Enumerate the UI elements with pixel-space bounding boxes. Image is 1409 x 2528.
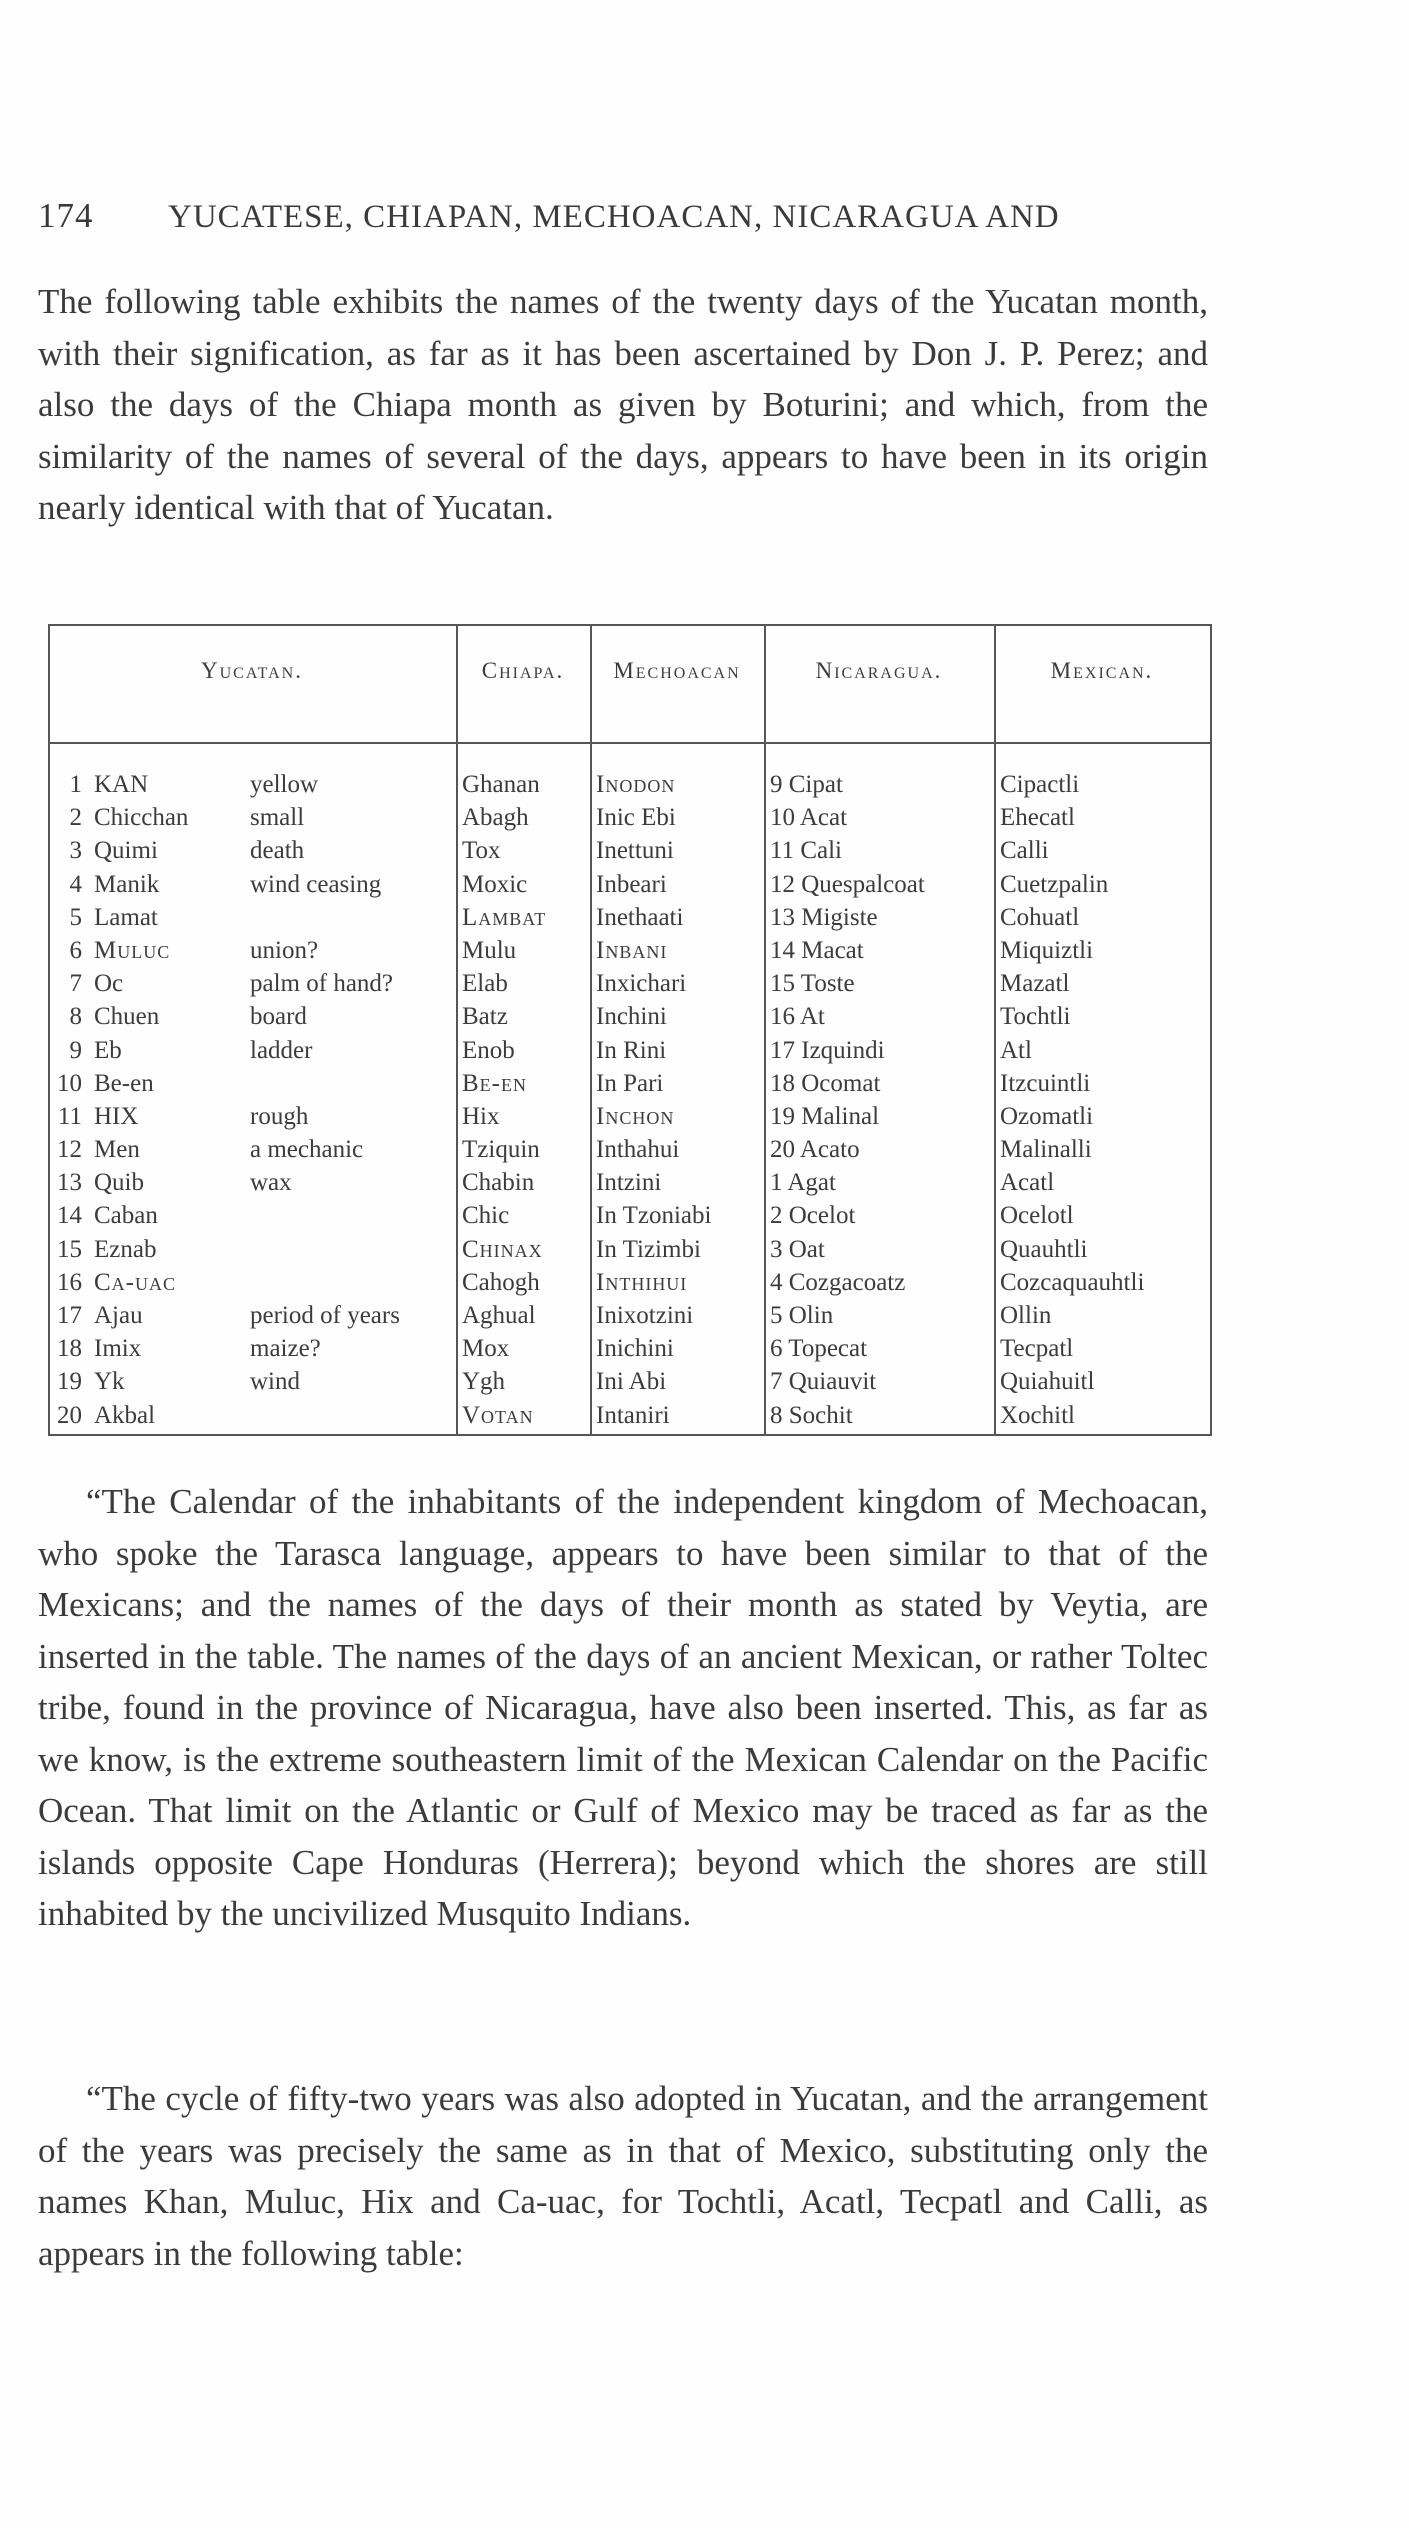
cell-chiapa: Hix xyxy=(462,1102,500,1130)
cell-num: 12 xyxy=(57,1136,82,1164)
cell-mexican: Cuetzpalin xyxy=(1000,870,1109,898)
cell-mexican: Acatl xyxy=(1000,1169,1055,1197)
cell-nicaragua: 16 At xyxy=(770,1003,825,1031)
cell-num: 9 xyxy=(69,1036,82,1064)
cell-signification: palm of hand? xyxy=(250,970,394,998)
cell-mechoacan: Inethaati xyxy=(596,903,684,931)
col-header-yucatan: Yucatan. xyxy=(201,658,303,683)
cell-mechoacan: Inchini xyxy=(596,1003,667,1031)
cell-mechoacan: Inic Ebi xyxy=(596,804,676,832)
table-row xyxy=(48,834,1212,867)
table-row xyxy=(48,1365,1212,1398)
cell-yucatan: Men xyxy=(94,1136,140,1164)
cell-nicaragua: 1 Agat xyxy=(770,1169,836,1197)
cell-mechoacan: Inchon xyxy=(596,1102,675,1130)
cell-num: 10 xyxy=(57,1069,82,1097)
cell-mechoacan: Inbeari xyxy=(596,870,667,898)
cell-num: 20 xyxy=(57,1401,82,1429)
cell-mexican: Ocelotl xyxy=(1000,1202,1074,1230)
cell-nicaragua: 17 Izquindi xyxy=(770,1036,885,1064)
table-row xyxy=(48,1332,1212,1365)
cell-mechoacan: Inichini xyxy=(596,1335,674,1363)
cell-yucatan: Eznab xyxy=(94,1235,157,1263)
cell-mechoacan: In Tizimbi xyxy=(596,1235,701,1263)
cell-mexican: Xochitl xyxy=(1000,1401,1075,1429)
cell-chiapa: Votan xyxy=(462,1401,534,1429)
cell-mexican: Ehecatl xyxy=(1000,804,1075,832)
page-number: 174 xyxy=(38,196,94,235)
cell-yucatan: Imix xyxy=(94,1335,142,1363)
cell-chiapa: Aghual xyxy=(462,1302,536,1329)
cell-signification: wax xyxy=(250,1169,292,1197)
cell-num: 3 xyxy=(69,837,82,865)
cell-signification: board xyxy=(250,1003,307,1031)
table-top-rule xyxy=(48,624,1212,626)
cell-nicaragua: 7 Quiauvit xyxy=(770,1368,877,1396)
cell-num: 8 xyxy=(69,1003,82,1031)
cell-nicaragua: 19 Malinal xyxy=(770,1102,880,1130)
cell-signification: rough xyxy=(250,1102,309,1130)
table-row xyxy=(48,1067,1212,1100)
quote-paragraph-cycle: “The cycle of fifty-two years was also adopted in Yucatan, and the arrangement of the years was precisely the same as in that of Mexico, substituting only the names Khan, Muluc, Hix and Ca-uac, for Tochtli, Acatl, Tecpatl and Calli, as appears in the following table: xyxy=(38,2079,1208,2273)
table-row xyxy=(48,1199,1212,1232)
cell-yucatan: Lamat xyxy=(94,903,158,931)
cell-mexican: Calli xyxy=(1000,837,1049,865)
cell-nicaragua: 10 Acat xyxy=(770,804,848,832)
col-header-nicaragua: Nicaragua. xyxy=(815,658,943,683)
cell-num: 6 xyxy=(69,936,82,964)
cell-mechoacan: Inettuni xyxy=(596,837,674,865)
cell-num: 16 xyxy=(57,1268,82,1296)
cell-signification: period of years xyxy=(250,1302,400,1329)
cell-yucatan: Caban xyxy=(94,1202,158,1230)
cell-nicaragua: 15 Toste xyxy=(770,970,855,998)
cell-signification: wind ceasing xyxy=(250,870,382,898)
cell-signification: death xyxy=(250,837,305,865)
cell-nicaragua: 4 Cozgacoatz xyxy=(770,1268,906,1296)
cell-num: 7 xyxy=(69,970,82,998)
cell-chiapa: Tziquin xyxy=(462,1136,540,1164)
cell-mechoacan: In Tzoniabi xyxy=(596,1202,712,1230)
cell-nicaragua: 13 Migiste xyxy=(770,903,878,931)
cell-mexican: Malinalli xyxy=(1000,1136,1092,1164)
table-header-rule xyxy=(48,742,1212,744)
cell-chiapa: Enob xyxy=(462,1036,515,1064)
cell-nicaragua: 18 Ocomat xyxy=(770,1069,881,1097)
cell-nicaragua: 11 Cali xyxy=(770,837,842,865)
cell-chiapa: Chinax xyxy=(462,1235,543,1263)
cell-num: 11 xyxy=(57,1102,82,1130)
cell-num: 4 xyxy=(69,870,82,898)
cell-nicaragua: 20 Acato xyxy=(770,1136,860,1164)
cell-chiapa: Be-en xyxy=(462,1069,527,1097)
cell-mechoacan: Inixotzini xyxy=(596,1302,694,1329)
cell-chiapa: Batz xyxy=(462,1003,508,1031)
cell-chiapa: Lambat xyxy=(462,903,547,931)
cell-mechoacan: In Pari xyxy=(596,1069,664,1097)
cell-mexican: Tecpatl xyxy=(1000,1335,1074,1363)
cell-mexican: Mazatl xyxy=(1000,970,1070,998)
table-row xyxy=(48,1133,1212,1166)
cell-mexican: Atl xyxy=(1000,1036,1032,1064)
cell-num: 1 xyxy=(69,771,82,798)
cell-mexican: Tochtli xyxy=(1000,1003,1071,1031)
cell-chiapa: Abagh xyxy=(462,804,529,832)
cell-mexican: Quiahuitl xyxy=(1000,1368,1095,1396)
cell-yucatan: Chicchan xyxy=(94,804,189,832)
cell-signification: wind xyxy=(250,1368,300,1396)
table-row xyxy=(48,1100,1212,1133)
cell-chiapa: Cahogh xyxy=(462,1268,540,1296)
cell-chiapa: Tox xyxy=(462,837,501,865)
cell-yucatan: Akbal xyxy=(94,1401,156,1429)
cell-signification: ladder xyxy=(250,1036,313,1064)
cell-nicaragua: 9 Cipat xyxy=(770,771,843,798)
cell-num: 17 xyxy=(57,1302,82,1329)
cell-yucatan: Muluc xyxy=(94,936,171,964)
cell-mexican: Miquiztli xyxy=(1000,936,1094,964)
cell-chiapa: Ghanan xyxy=(462,771,540,798)
cell-mechoacan: Inbani xyxy=(596,936,668,964)
table-row xyxy=(48,868,1212,901)
cell-mechoacan: Intaniri xyxy=(596,1401,670,1429)
cell-mechoacan: Inxichari xyxy=(596,970,687,998)
col-header-chiapa: Chiapa. xyxy=(481,658,565,683)
cell-nicaragua: 8 Sochit xyxy=(770,1401,853,1429)
cell-mechoacan: Inthihui xyxy=(596,1268,688,1296)
cell-yucatan: Ajau xyxy=(94,1302,143,1329)
cell-yucatan: Oc xyxy=(94,970,124,998)
cell-chiapa: Moxic xyxy=(462,870,528,898)
cell-chiapa: Mulu xyxy=(462,936,517,964)
cell-yucatan: Manik xyxy=(94,870,160,898)
cell-yucatan: Eb xyxy=(94,1036,122,1064)
cell-num: 14 xyxy=(57,1202,82,1230)
table-row xyxy=(48,801,1212,834)
cell-yucatan: Quimi xyxy=(94,837,158,865)
cell-mechoacan: Inthahui xyxy=(596,1136,680,1164)
cell-mexican: Quauhtli xyxy=(1000,1235,1088,1263)
cell-yucatan: Chuen xyxy=(94,1003,160,1031)
cell-mechoacan: Ini Abi xyxy=(596,1368,667,1396)
table-row xyxy=(48,1266,1212,1299)
cell-mexican: Itzcuintli xyxy=(1000,1069,1091,1097)
cell-yucatan: HIX xyxy=(94,1102,139,1130)
table-row xyxy=(48,1399,1212,1432)
cell-chiapa: Chic xyxy=(462,1202,510,1230)
cell-nicaragua: 3 Oat xyxy=(770,1235,825,1263)
cell-signification: yellow xyxy=(250,771,319,798)
cell-num: 18 xyxy=(57,1335,82,1363)
cell-mechoacan: Inodon xyxy=(596,771,676,798)
table-row xyxy=(48,1166,1212,1199)
cell-mexican: Cohuatl xyxy=(1000,903,1080,931)
col-header-mexican: Mexican. xyxy=(1050,658,1154,683)
running-title: YUCATESE, CHIAPAN, MECHOACAN, NICARAGUA AND xyxy=(168,199,1060,235)
cell-nicaragua: 6 Topecat xyxy=(770,1335,868,1363)
cell-nicaragua: 5 Olin xyxy=(770,1302,834,1329)
table-row xyxy=(48,1233,1212,1266)
table-row xyxy=(48,901,1212,934)
cell-mechoacan: In Rini xyxy=(596,1036,667,1064)
cell-yucatan: KAN xyxy=(94,771,149,798)
cell-yucatan: Ca-uac xyxy=(94,1268,177,1296)
table-row xyxy=(48,768,1212,801)
cell-mexican: Ozomatli xyxy=(1000,1102,1094,1130)
cell-signification: maize? xyxy=(250,1335,321,1363)
cell-mexican: Ollin xyxy=(1000,1302,1052,1329)
running-header xyxy=(38,196,1118,242)
table-row xyxy=(48,1034,1212,1067)
cell-num: 13 xyxy=(57,1169,82,1197)
cell-num: 2 xyxy=(69,804,82,832)
cell-mexican: Cozcaquauhtli xyxy=(1000,1268,1145,1296)
cell-yucatan: Quib xyxy=(94,1169,144,1197)
cell-mechoacan: Intzini xyxy=(596,1169,662,1197)
cell-yucatan: Yk xyxy=(94,1368,125,1396)
cell-signification: a mechanic xyxy=(250,1136,364,1164)
cell-num: 15 xyxy=(57,1235,82,1263)
cell-nicaragua: 14 Macat xyxy=(770,936,864,964)
table-bottom-rule xyxy=(48,1434,1212,1436)
cell-chiapa: Mox xyxy=(462,1335,510,1363)
cell-signification: small xyxy=(250,804,305,832)
cell-nicaragua: 12 Quespalcoat xyxy=(770,870,925,898)
cell-nicaragua: 2 Ocelot xyxy=(770,1202,856,1230)
cell-num: 19 xyxy=(57,1368,82,1396)
table-row xyxy=(48,967,1212,1000)
col-header-mechoacan: Mechoacan xyxy=(613,658,741,683)
cell-yucatan: Be-en xyxy=(94,1069,154,1097)
table-row xyxy=(48,1000,1212,1033)
cell-chiapa: Chabin xyxy=(462,1169,535,1197)
table-row xyxy=(48,934,1212,967)
cell-signification: union? xyxy=(250,936,319,964)
cell-num: 5 xyxy=(69,903,82,931)
cell-chiapa: Ygh xyxy=(462,1368,506,1396)
quote-paragraph-calendar: “The Calendar of the inhabitants of the independent kingdom of Mechoacan, who spoke the Tarasca language, appears to have been similar to that of the Mexicans; and the names of the days of their month as stated by Veytia, are inserted in the table. The names of the days of an ancient Mexican, or rather Toltec tribe, found in the province of Nicaragua, have also been inserted. This, as far as we know, is the extreme southeastern limit of the Mexican Calendar on the Pacific Ocean. That limit on the Atlantic or Gulf of Mexico may be traced as far as the islands opposite Cape Honduras (Herrera); beyond which the shores are still inhabited by the uncivilized Musquito Indians. xyxy=(38,1482,1208,1933)
table-row xyxy=(48,1299,1212,1332)
cell-chiapa: Elab xyxy=(462,970,508,998)
cell-mexican: Cipactli xyxy=(1000,771,1080,798)
calendar-table xyxy=(48,624,1212,1436)
intro-paragraph: The following table exhibits the names of the twenty days of the Yucatan month, with their signification, as far as it has been ascertained by Don J. P. Perez; and also the days of the Chiapa month as given by Boturini; and which, from the similarity of the names of several of the days, appears to have been in its origin nearly identical with that of Yucatan. xyxy=(38,282,1208,527)
table-body xyxy=(48,768,1212,1432)
